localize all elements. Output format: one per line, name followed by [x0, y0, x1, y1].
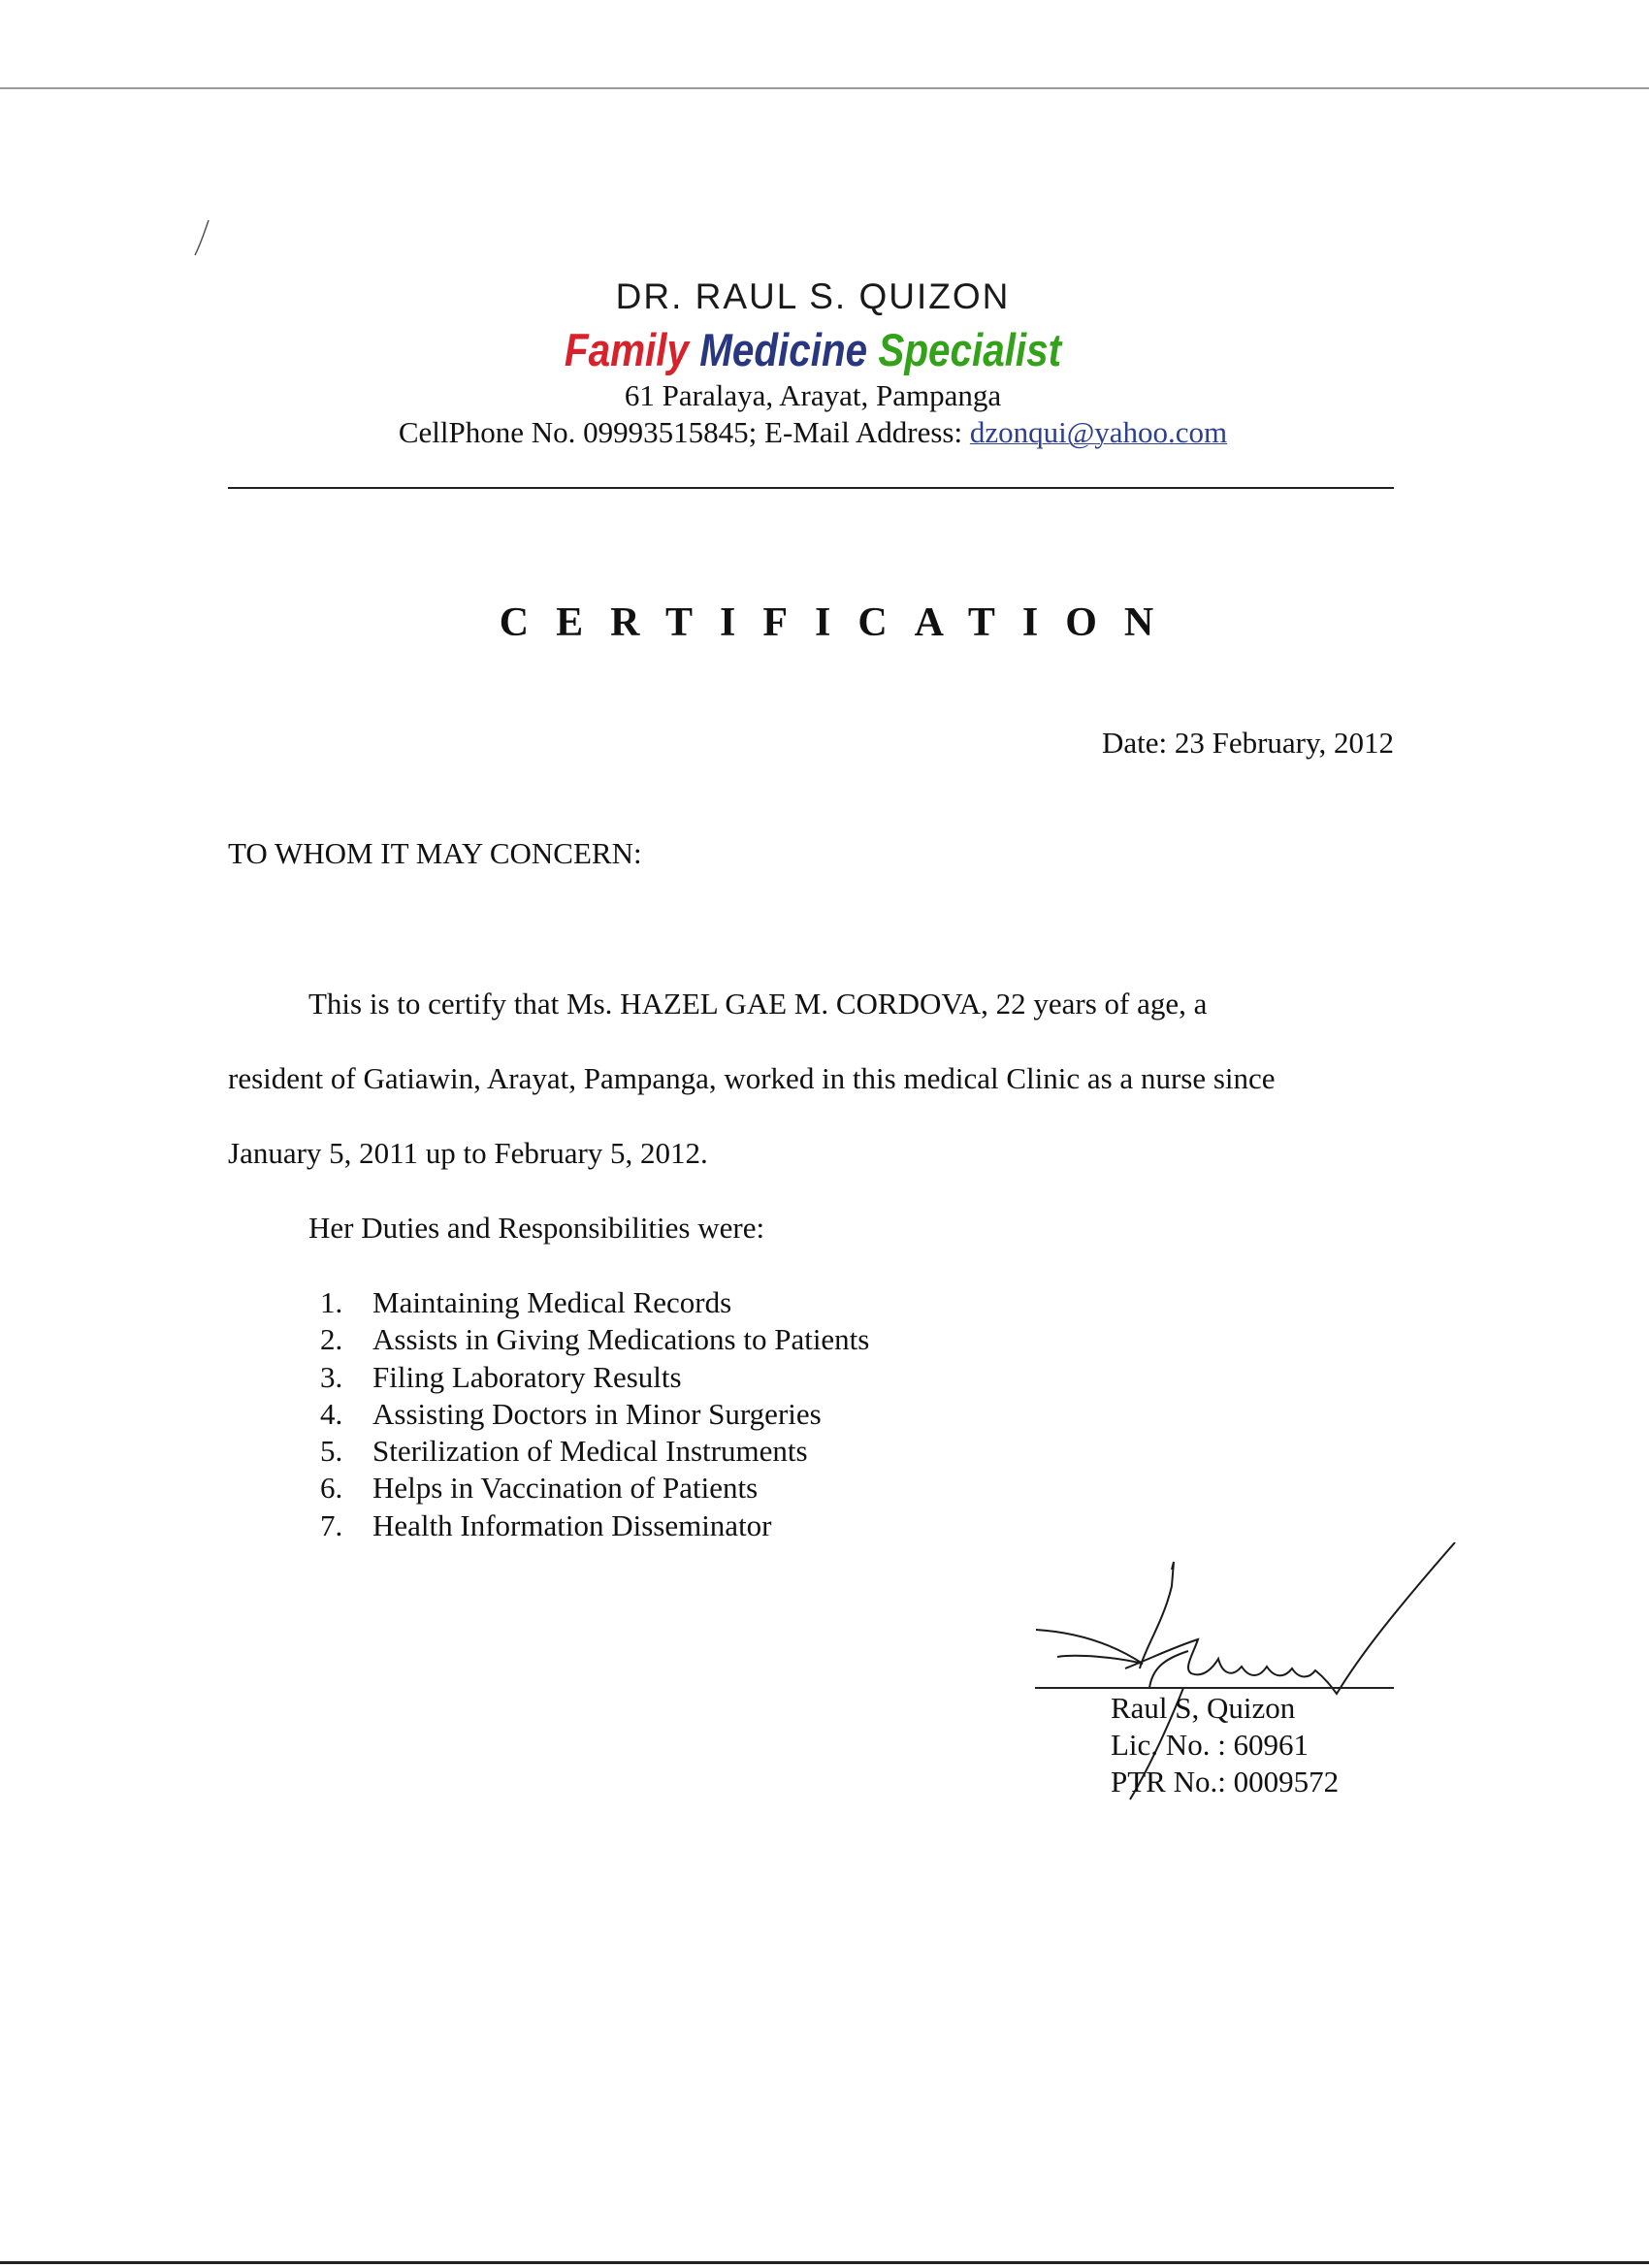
specialty-word-specialist: Specialist [878, 324, 1062, 375]
header-divider [228, 487, 1394, 489]
list-item-text: Filing Laboratory Results [372, 1359, 682, 1394]
list-item-text: Maintaining Medical Records [372, 1285, 732, 1319]
salutation: TO WHOM IT MAY CONCERN: [228, 836, 642, 870]
list-item-number: 2. [320, 1322, 343, 1357]
list-item-text: Assisting Doctors in Minor Surgeries [372, 1396, 822, 1431]
document-date: Date: 23 February, 2012 [1101, 726, 1394, 760]
specialty-title [113, 323, 1511, 376]
list-item [320, 1321, 869, 1358]
duties-list [320, 1284, 869, 1544]
signature-line [1035, 1687, 1394, 1689]
list-item [320, 1433, 869, 1470]
list-item-number: 5. [320, 1434, 343, 1469]
list-item-text: Sterilization of Medical Instruments [372, 1434, 808, 1469]
list-item-text: Helps in Vaccination of Patients [372, 1471, 759, 1506]
specialty-word-family: Family [564, 324, 689, 375]
list-item-number: 6. [320, 1471, 343, 1506]
contact-line [0, 415, 1626, 450]
signatory-license: Lic. No. : 60961 [1111, 1728, 1310, 1762]
signatory-ptr: PTR No.: 0009572 [1111, 1765, 1340, 1798]
body-line-2: resident of Gatiawin, Arayat, Pampanga, worked in this medical Clinic as a nurse since [228, 1061, 1276, 1095]
list-item-number: 3. [320, 1359, 343, 1394]
email-link[interactable]: dzonqui@yahoo.com [969, 415, 1228, 449]
scan-edge-line [0, 87, 1649, 89]
document-title: CERTIFICATION [499, 600, 1181, 645]
contact-phone: CellPhone No. 09993515845; E-Mail Address: [398, 415, 970, 449]
signatory-name: Raul S, Quizon [1111, 1691, 1296, 1725]
list-item-number: 4. [320, 1396, 343, 1431]
body-line-1: This is to certify that Ms. HAZEL GAE M. CORDOVA, 22 years of age, a [308, 987, 1208, 1021]
list-item [320, 1507, 869, 1544]
specialty-word-medicine: Medicine [699, 324, 868, 375]
list-item [320, 1284, 869, 1321]
list-item-text: Health Information Disseminator [372, 1507, 772, 1542]
scan-bottom-edge [0, 2261, 1649, 2264]
list-item-number: 7. [320, 1507, 343, 1542]
list-item [320, 1396, 869, 1433]
list-item-text: Assists in Giving Medications to Patients [372, 1322, 870, 1357]
list-item [320, 1359, 869, 1396]
clinic-address: 61 Paralaya, Arayat, Pampanga [624, 378, 1002, 412]
stray-pen-mark [189, 218, 216, 257]
doctor-name: DR. RAUL S. QUIZON [615, 276, 1011, 316]
body-line-3: January 5, 2011 up to February 5, 2012. [228, 1136, 708, 1170]
duties-intro: Her Duties and Responsibilities were: [308, 1211, 765, 1245]
list-item [320, 1470, 869, 1507]
list-item-number: 1. [320, 1285, 343, 1319]
